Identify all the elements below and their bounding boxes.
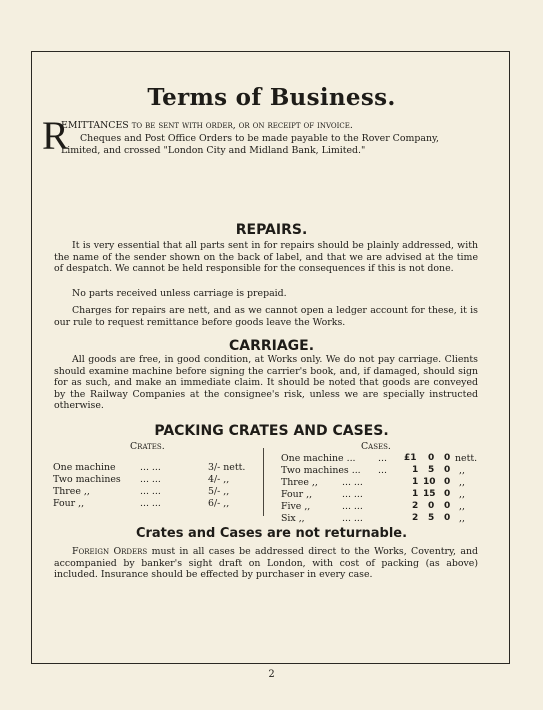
case-dots: ... bbox=[378, 453, 387, 464]
case-pounds: 1 bbox=[412, 465, 419, 475]
case-shillings: 0 bbox=[428, 501, 435, 511]
foreign-orders-lead: Foreign Orders bbox=[72, 546, 148, 557]
case-pounds: 2 bbox=[412, 513, 419, 523]
remittances-line-2: Cheques and Post Office Orders to be made payable to the Rover Company, bbox=[80, 133, 440, 144]
case-item: Two machines ... bbox=[281, 465, 361, 476]
crate-item: One machine bbox=[53, 462, 116, 473]
crate-dots: ... ... bbox=[140, 498, 161, 509]
not-returnable-heading: Crates and Cases are not returnable. bbox=[135, 526, 408, 541]
crate-item: Four ,, bbox=[53, 498, 85, 509]
case-pence: 0 bbox=[444, 465, 451, 475]
repairs-paragraph-1: It is very essential that all parts sent in for repairs should be plainly addressed, with the name of the sender shown on the back of label, and that we are advised at the time of despatch. We cannot be held responsible for the consequences if this is not done. bbox=[54, 240, 478, 274]
case-suffix: nett. bbox=[455, 453, 478, 464]
case-dots: ... ... bbox=[342, 501, 363, 512]
case-pence: 0 bbox=[444, 453, 451, 463]
case-dots: ... ... bbox=[342, 477, 363, 488]
case-pence: 0 bbox=[444, 501, 451, 511]
repairs-paragraph-2: No parts received unless carriage is prepaid. bbox=[72, 288, 287, 299]
case-pounds: 1 bbox=[412, 477, 419, 487]
foreign-orders-paragraph bbox=[54, 546, 478, 581]
foreign-orders-text: must in all cases be addressed direct to the Works, Coventry, and accompanied by banker's sight draft on London, with cost of packing (as above) included. Insurance should be effected by purchaser in every case. bbox=[54, 546, 478, 580]
repairs-heading: REPAIRS. bbox=[235, 222, 308, 238]
remittances-line-3: Limited, and crossed "London City and Midland Bank, Limited." bbox=[61, 145, 366, 156]
crate-price: 4/- ,, bbox=[208, 474, 230, 485]
case-pounds: 1 bbox=[412, 489, 419, 499]
remittances-line-1: EMITTANCES to be sent with order, or on receipt of invoice. bbox=[61, 120, 353, 131]
crate-dots: ... ... bbox=[140, 474, 161, 485]
case-shillings: 5 bbox=[428, 465, 435, 475]
case-pounds: 2 bbox=[412, 501, 419, 511]
case-suffix: ,, bbox=[459, 501, 465, 512]
case-suffix: ,, bbox=[459, 489, 465, 500]
case-item: Six ,, bbox=[281, 513, 305, 524]
drop-cap: R bbox=[42, 113, 69, 158]
case-shillings: 15 bbox=[423, 489, 436, 499]
carriage-paragraph: All goods are free, in good condition, at Works only. We do not pay carriage. Clients should examine machine before signing the carrier's book, and, if damaged, should sign for as such, and make an immediate claim. It should be noted that goods are conveyed by the Railway Companies at the consignee's risk, unless we are specially instructed otherwise. bbox=[54, 354, 478, 411]
crate-dots: ... ... bbox=[140, 462, 161, 473]
crate-price: 6/- ,, bbox=[208, 498, 230, 509]
crate-price: 3/- nett. bbox=[208, 462, 246, 473]
case-pence: 0 bbox=[444, 489, 451, 499]
case-pence: 0 bbox=[444, 477, 451, 487]
case-shillings: 10 bbox=[423, 477, 436, 487]
table-divider bbox=[263, 448, 264, 516]
case-dots: ... ... bbox=[342, 489, 363, 500]
case-pounds: £1 bbox=[404, 453, 417, 463]
crate-item: Two machines bbox=[53, 474, 121, 485]
crate-dots: ... ... bbox=[140, 486, 161, 497]
case-item: Five ,, bbox=[281, 501, 311, 512]
packing-heading: PACKING CRATES AND CASES. bbox=[154, 423, 389, 439]
case-item: One machine ... bbox=[281, 453, 356, 464]
carriage-heading: CARRIAGE. bbox=[228, 338, 315, 354]
crate-price: 5/- ,, bbox=[208, 486, 230, 497]
case-suffix: ,, bbox=[459, 477, 465, 488]
case-dots: ... bbox=[378, 465, 387, 476]
case-shillings: 0 bbox=[428, 453, 435, 463]
cases-label: Cases. bbox=[361, 441, 391, 452]
crates-label: Crates. bbox=[130, 441, 165, 452]
case-pence: 0 bbox=[444, 513, 451, 523]
case-suffix: ,, bbox=[459, 465, 465, 476]
page-number: 2 bbox=[268, 669, 275, 680]
repairs-paragraph-3: Charges for repairs are nett, and as we cannot open a ledger account for these, it is our rule to request remittance before goods leave the Works. bbox=[54, 305, 478, 328]
case-item: Three ,, bbox=[281, 477, 318, 488]
case-suffix: ,, bbox=[459, 513, 465, 524]
crate-item: Three ,, bbox=[53, 486, 90, 497]
case-item: Four ,, bbox=[281, 489, 313, 500]
page-title: Terms of Business. bbox=[147, 84, 396, 111]
case-shillings: 5 bbox=[428, 513, 435, 523]
case-dots: ... ... bbox=[342, 513, 363, 524]
